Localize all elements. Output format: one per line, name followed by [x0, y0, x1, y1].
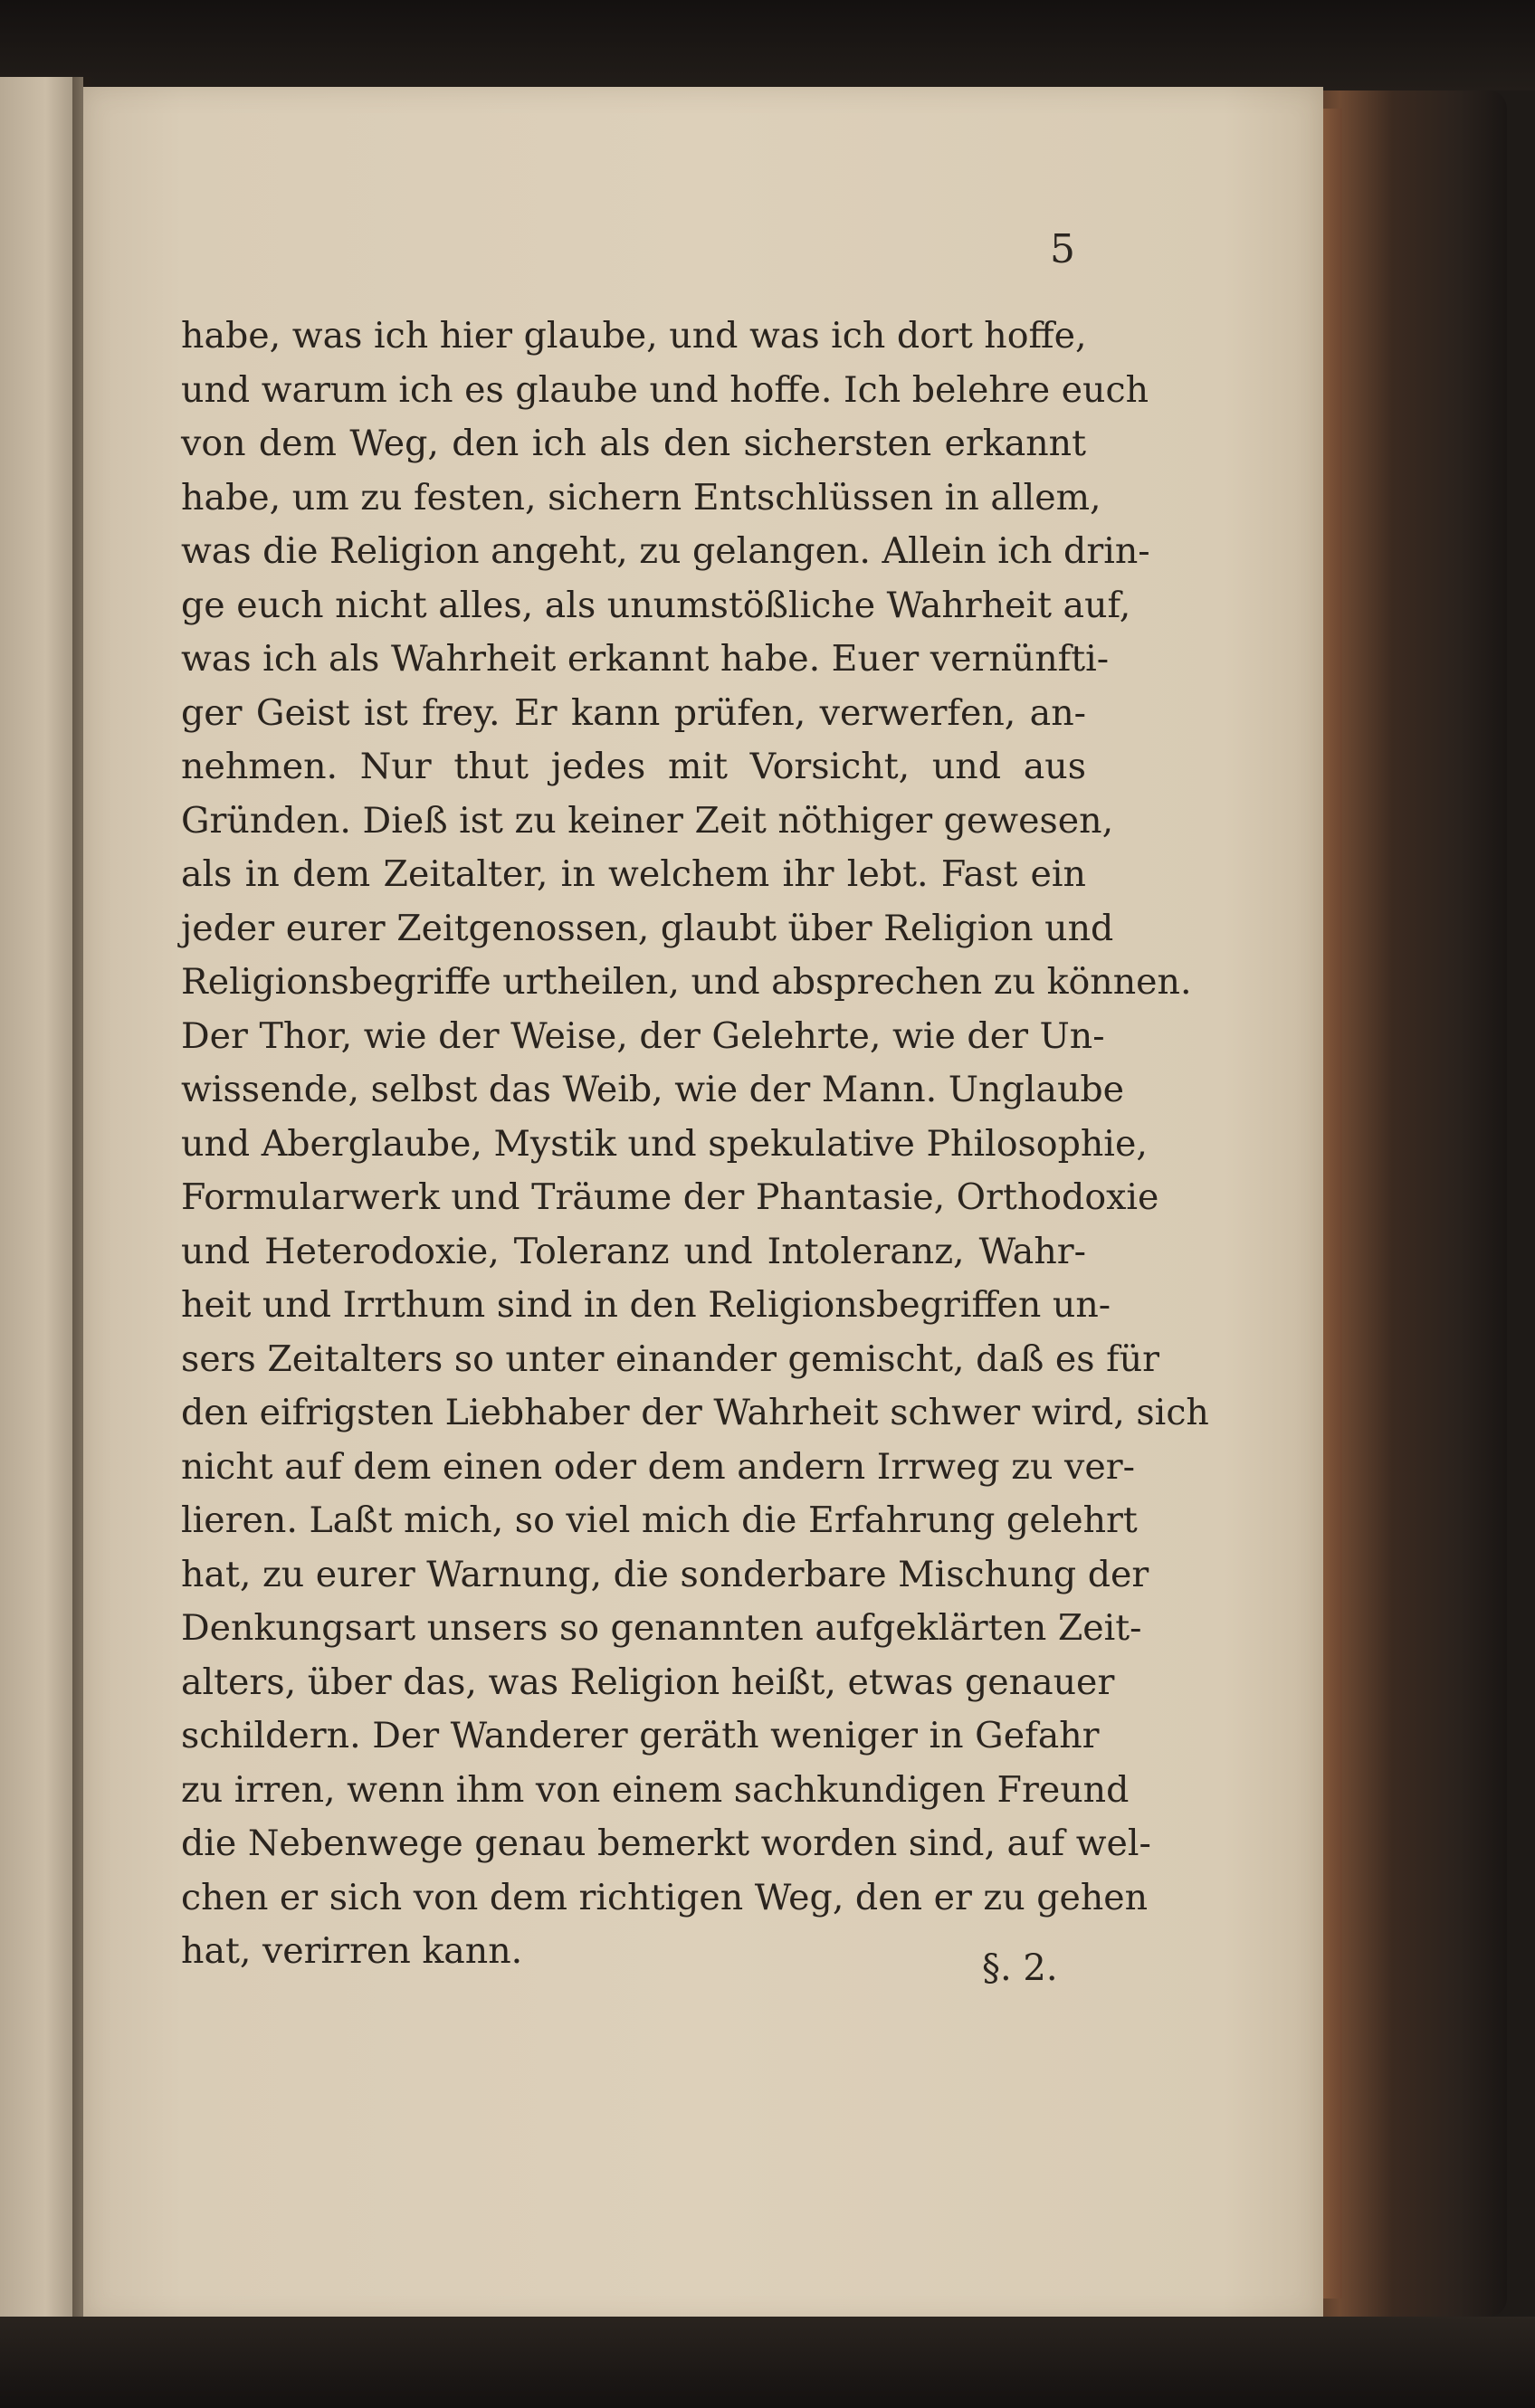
text-line: was ich als Wahrheit erkannt habe. Euer vernünfti- — [181, 638, 1110, 680]
facing-page-edge — [0, 77, 83, 2321]
book-cover-edge — [1317, 90, 1507, 2317]
text-line: alters, über das, was Religion heißt, etwas genauer — [181, 1661, 1115, 1703]
text-line: und Aberglaube, Mystik und spekulative Philosophie, — [181, 1122, 1148, 1165]
catchword: §. 2. — [982, 1947, 1058, 1989]
text-line: heit und Irrthum sind in den Religionsbegriffen un- — [181, 1284, 1111, 1326]
text-line: von dem Weg, den ich als den sichersten erkannt — [181, 423, 1086, 464]
text-line: als in dem Zeitalter, in welchem ihr lebt. Fast ein — [181, 853, 1086, 895]
text-line: zu irren, wenn ihm von einem sachkundigen Freund — [181, 1768, 1130, 1811]
background-top — [0, 0, 1535, 90]
text-line: wissende, selbst das Weib, wie der Mann. Unglaube — [181, 1069, 1125, 1110]
text-line: ge euch nicht alles, als unumstößliche Wahrheit auf, — [181, 584, 1131, 626]
text-line: ger Geist ist frey. Er kann prüfen, verwerfen, an- — [181, 691, 1086, 734]
text-line: hat, verirren kann. — [181, 1930, 523, 1972]
text-line: schildern. Der Wanderer geräth weniger in Gefahr — [181, 1715, 1100, 1756]
text-line: chen er sich von dem richtigen Weg, den er zu gehen — [181, 1876, 1149, 1918]
text-line: Religionsbegriffe urtheilen, und absprechen zu können. — [181, 961, 1192, 1003]
background-bottom — [0, 2317, 1535, 2408]
text-line: sers Zeitalters so unter einander gemischt, daß es für — [181, 1337, 1160, 1380]
text-line: hat, zu eurer Warnung, die sonderbare Mischung der — [181, 1553, 1149, 1595]
text-line: nehmen. Nur thut jedes mit Vorsicht, und aus — [181, 746, 1086, 787]
body-text — [181, 309, 1209, 1979]
text-line: Denkungsart unsers so genannten aufgeklärten Zeit- — [181, 1607, 1142, 1649]
text-line: habe, was ich hier glaube, und was ich dort hoffe, — [181, 315, 1087, 357]
text-line: Gründen. Dieß ist zu keiner Zeit nöthiger gewesen, — [181, 799, 1114, 842]
text-line: was die Religion angeht, zu gelangen. Allein ich drin- — [181, 530, 1150, 572]
text-line: Formularwerk und Träume der Phantasie, Orthodoxie — [181, 1176, 1159, 1218]
text-line: und warum ich es glaube und hoffe. Ich belehre euch — [181, 368, 1149, 411]
text-line: jeder eurer Zeitgenossen, glaubt über Religion und — [181, 907, 1114, 949]
text-line: und Heterodoxie, Toleranz und Intoleranz, Wahr- — [181, 1230, 1086, 1272]
text-line: lieren. Laßt mich, so viel mich die Erfahrung gelehrt — [181, 1499, 1138, 1541]
text-line: habe, um zu festen, sichern Entschlüssen in allem, — [181, 476, 1101, 519]
text-line: nicht auf dem einen oder dem andern Irrweg zu ver- — [181, 1445, 1135, 1488]
text-line: Der Thor, wie der Weise, der Gelehrte, wie der Un- — [181, 1014, 1105, 1057]
text-line: die Nebenwege genau bemerkt worden sind, auf wel- — [181, 1823, 1151, 1864]
text-line: den eifrigsten Liebhaber der Wahrheit schwer wird, sich — [181, 1392, 1209, 1433]
page-number: 5 — [1050, 226, 1075, 272]
